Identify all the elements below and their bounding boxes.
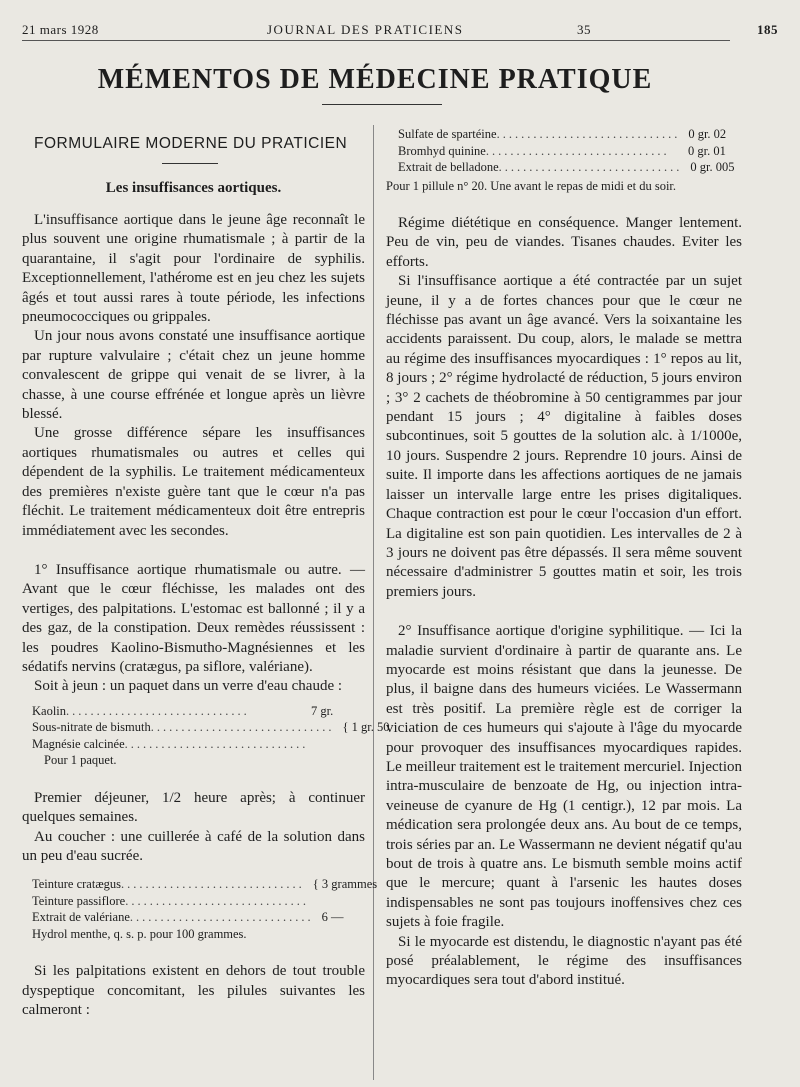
paragraph-rhumatismale: 1° Insuffisance aortique rhumatismale ou autre. — Avant que le cœur fléchisse, les malades ont des vertiges, des palpitations. L'estomac est ballonné ; il y a des gaz, de la constipation. Deux remèdes réussissent : les poudres Kaolino-Bismutho-Magnésiennes et les sédatifs nervins (cratægus, pa siflore, valériane).: [22, 561, 365, 675]
page-title: MÉMENTOS DE MÉDECINE PRATIQUE: [97, 64, 653, 95]
formula-row: Extrait de valériane .............................. 6 —: [32, 910, 344, 925]
issue-number: 35: [577, 22, 591, 37]
journal-name: JOURNAL DES PRATICIENS: [267, 22, 464, 37]
section-heading: FORMULAIRE MODERNE DU PRATICIEN: [34, 135, 348, 152]
paragraph-sujet-jeune: Si l'insuffisance aortique a été contractée par un sujet jeune, il y a de fortes chances pour que le cœur ne fléchisse pas avant un âge avancé. Vers la soixantaine les accidents paraissent. Du coup, alors, le malade se mettra au régime des insuffisances myocardiques : 1° repos au lit, 8 jours ; 2° régime hydrolacté de réduction, 5 jours environ ; 3° 2 cachets de théobromine à 50 centigrammes par jour pendant 15 jours ; 4° digitaline à faibles doses subcontinues, soit 5 gouttes de la solution alc. à 1/1000e, 10 jours. Suspendre 2 jours. Reprendre 10 jours. Ainsi de suite. Il importe dans les affections aortiques de ne jamais laisser un intervalle large entre les prises digitaliques. Chaque contraction est pour le cœur l'occasion d'un effort. La digitaline est son pain quotidien. Les intervalles de 2 à 3 jours ne doivent pas être dépassés. Il sera même souvent nécessaire d'administrer 5 gouttes matin et soir, les trois premiers jours.: [386, 273, 742, 600]
paragraph-palpitations: Si les palpitations existent en dehors de tout trouble dyspeptique concomitant, les pilules suivantes les calmeront :: [22, 963, 365, 1019]
formula-row: Teinture passiflore ..............................: [32, 893, 309, 908]
formula-paquet: [32, 703, 390, 769]
paragraph-difference: Une grosse différence sépare les insuffisances aortiques rhumatismales ou autres et celles qui dépendent de la syphilis. Le traitement médicamenteux des premières n'existe guère tant que le cœur n'a pas fléchit. Le traitement médicamenteux doit être entrepris immédiatement avec les secondes.: [22, 425, 365, 539]
paragraph-dejeuner: Premier déjeuner, 1/2 heure après; à continuer quelques semaines.: [22, 789, 365, 826]
paragraph-coucher: Au coucher : une cuillerée à café de la solution dans un peu d'eau sucrée.: [22, 828, 365, 864]
paragraph-myocarde: Si le myocarde est distendu, le diagnostic n'ayant pas été posé préalablement, le régime des insuffisances myocardiques sera tout d'abord institué.: [386, 933, 742, 989]
paragraph-intro: L'insuffisance aortique dans le jeune âge reconnaît le plus souvent une origine rhumatismale ; à partir de la quarantaine, il s'agit pour l'ordinaire de syphilis. Exceptionnellement, l'athérome est en jeu chez les sujets âgés et tout aussi rares à toute période, les infections pneumococciques ou grippales.: [22, 212, 365, 326]
shared-quantity: 1 gr. 50: [351, 720, 390, 735]
formula-row: Magnésie calcinée ..............................: [32, 736, 309, 751]
formula-note: Pour 1 pillule n° 20. Une avant le repas de midi et du soir.: [386, 178, 677, 193]
section-rule: [162, 163, 218, 164]
right-column: [386, 126, 742, 991]
paragraph-syphilitique: 2° Insuffisance aortique d'origine syphilitique. — Ici la maladie survient d'ordinaire à partir de quarante ans. Le myocarde est moins résistant que dans la jeunesse. De plus, il baigne dans des humeurs viciées. Le Wassermann est très positif. La première règle est de corriger la viciation de ces humeurs qui s'ajoute à l'âge du myocarde pour provoquer des insuffisances myocardiques rapides. Le meilleur traitement est le traitement mercuriel. Injection intra-musculaire de benzoate de Hg, ou injection intra-veineuse de cyanure de Hg (1 centigr.), 12 par mois. La médication sera prolongée deux ans. Au bout de ce temps, trois séries par an. Le Wassermann ne devient négatif qu'au bout de trois à quatre ans. Le bismuth semble moins actif que le mercure; quant à l'arsenic les hautes doses indispensables ne sont pas toujours inoffensives chez ces sujets à foie fragile.: [386, 623, 742, 931]
formula-solution: [32, 876, 378, 942]
formula-pilules: [398, 126, 742, 176]
formula-row: Sous-nitrate de bismuth .............................. { 1 gr. 50: [32, 720, 390, 735]
paragraph-regime: Régime diététique en conséquence. Manger lentement. Peu de vin, peu de viandes. Tisanes chaudes. Eviter les efforts.: [386, 215, 742, 270]
column-divider: [373, 125, 374, 1080]
paragraph-a-jeun: Soit à jeun : un paquet dans un verre d'eau chaude :: [34, 678, 343, 695]
formula-row: Kaolin .............................. 7 gr.: [32, 703, 334, 718]
formula-note: Pour 1 paquet.: [44, 753, 117, 768]
formula-row: Sulfate de spartéine .............................. 0 gr. 02: [398, 127, 727, 141]
paragraph-case: Un jour nous avons constaté une insuffisance aortique par rupture valvulaire ; c'était chez un jeune homme convalescent de grippe qui venait de se livrer, à la chasse, à une course effrénée et longue après un lièvre blessé.: [22, 328, 365, 423]
article-title: Les insuffisances aortiques.: [105, 180, 282, 196]
issue-date: 21 mars 1928: [22, 22, 99, 37]
page-number: 185: [757, 22, 778, 37]
left-column: [22, 135, 390, 1021]
formula-row: Bromhyd quinine .............................. 0 gr. 01: [398, 143, 726, 158]
formula-row: Teinture cratægus .............................. { 3 grammes: [32, 877, 378, 892]
title-rule: [322, 104, 442, 105]
formula-row: Extrait de belladone .............................. 0 gr. 005: [398, 160, 735, 174]
running-head: [22, 22, 778, 41]
shared-quantity: 3 grammes: [321, 877, 378, 892]
formula-note: Hydrol menthe, q. s. p. pour 100 grammes.: [32, 926, 247, 941]
